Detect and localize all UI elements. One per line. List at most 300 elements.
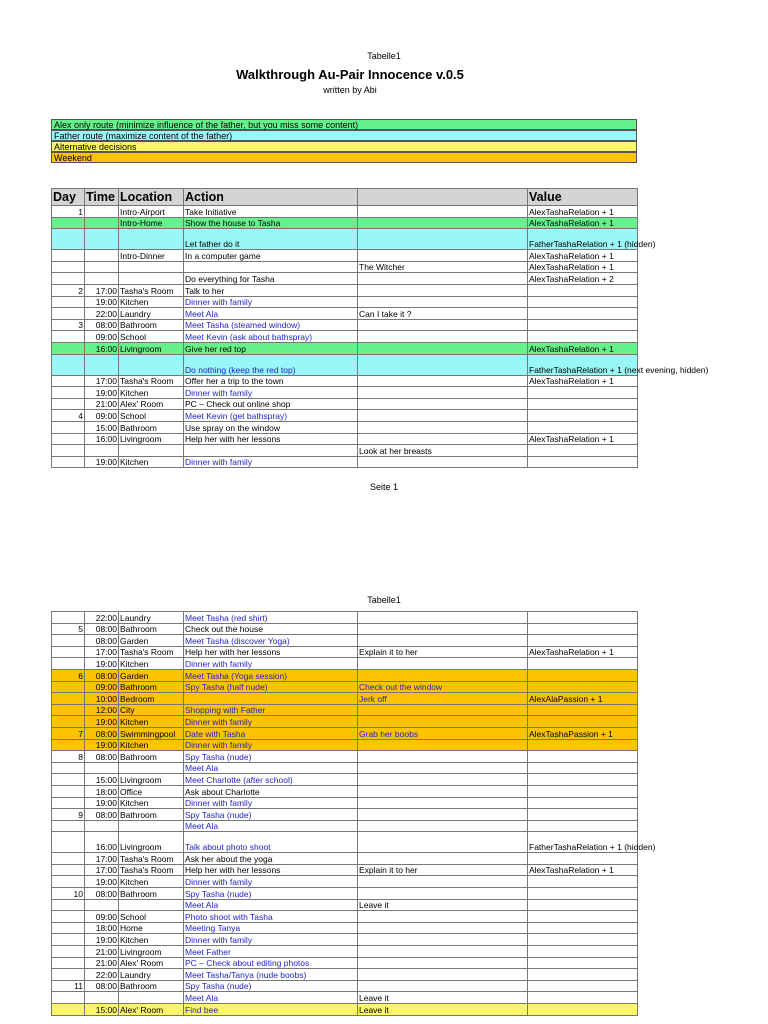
table-row [52, 762, 638, 774]
location-cell: Laundry [119, 612, 184, 624]
time-cell: 08:00 [85, 751, 119, 763]
day-cell [52, 785, 85, 797]
value-cell [528, 774, 638, 786]
header-location: Location [119, 189, 184, 206]
day-cell [52, 308, 85, 320]
day-cell [52, 899, 85, 911]
table-row [52, 284, 638, 296]
sheet-name: Tabelle1 [367, 51, 401, 61]
day-cell: 4 [52, 410, 85, 422]
location-cell [119, 762, 184, 774]
time-cell: 15:00 [85, 1004, 119, 1016]
location-cell: Intro-Airport [119, 206, 184, 218]
time-cell: 08:00 [85, 319, 119, 331]
location-cell: Tasha's Room [119, 864, 184, 876]
table-row [52, 398, 638, 410]
time-cell: 17:00 [85, 864, 119, 876]
day-cell [52, 934, 85, 946]
time-cell [85, 206, 119, 218]
table-row [52, 832, 638, 853]
alternative-cell [358, 331, 528, 343]
time-cell: 22:00 [85, 612, 119, 624]
day-cell [52, 421, 85, 433]
location-cell [119, 992, 184, 1004]
alternative-cell [358, 832, 528, 853]
value-cell [528, 853, 638, 865]
page-footer: Seite 1 [369, 482, 399, 492]
legend-alex-route: Alex only route (minimize influence of the father, but you miss some content) [51, 119, 637, 130]
value-cell [528, 398, 638, 410]
day-cell [52, 433, 85, 445]
table-row [52, 934, 638, 946]
location-cell [119, 261, 184, 273]
location-cell: Bedroom [119, 693, 184, 705]
table-row [52, 646, 638, 658]
time-cell [85, 992, 119, 1004]
value-cell [528, 296, 638, 308]
alternative-cell [358, 911, 528, 923]
walkthrough-table-1 [51, 188, 709, 468]
location-cell: Bathroom [119, 681, 184, 693]
action-cell: Ask about Charlotte [184, 785, 358, 797]
day-cell: 6 [52, 669, 85, 681]
day-cell [52, 762, 85, 774]
action-cell [184, 693, 358, 705]
action-cell: Find bee [184, 1004, 358, 1016]
time-cell: 09:00 [85, 911, 119, 923]
day-cell [52, 387, 85, 399]
location-cell: Bathroom [119, 980, 184, 992]
value-cell [528, 623, 638, 635]
time-cell: 19:00 [85, 658, 119, 670]
time-cell: 19:00 [85, 739, 119, 751]
table-row [52, 922, 638, 934]
alternative-cell: Explain it to her [358, 864, 528, 876]
time-cell: 19:00 [85, 387, 119, 399]
action-cell: In a computer game [184, 250, 358, 262]
action-cell: Ask her about the yoga [184, 853, 358, 865]
time-cell: 09:00 [85, 410, 119, 422]
time-cell: 18:00 [85, 785, 119, 797]
table-row [52, 899, 638, 911]
alternative-cell: Jerk off [358, 693, 528, 705]
value-cell [528, 704, 638, 716]
table-row [52, 785, 638, 797]
alternative-cell [358, 785, 528, 797]
value-cell [528, 284, 638, 296]
value-cell [528, 331, 638, 343]
table-row [52, 809, 638, 821]
time-cell [85, 762, 119, 774]
value-cell [528, 681, 638, 693]
value-cell: AlexTashaRelation + 1 [528, 433, 638, 445]
alternative-cell [358, 751, 528, 763]
action-cell: Photo shoot with Tasha [184, 911, 358, 923]
table-row [52, 669, 638, 681]
location-cell: Tasha's Room [119, 375, 184, 387]
header-value: Value [528, 189, 638, 206]
day-cell: 2 [52, 284, 85, 296]
table-row [52, 433, 638, 445]
day-cell [52, 797, 85, 809]
time-cell: 19:00 [85, 797, 119, 809]
alternative-cell [358, 284, 528, 296]
day-cell [52, 876, 85, 888]
location-cell [119, 229, 184, 250]
table-row [52, 716, 638, 728]
action-cell [184, 261, 358, 273]
value-cell: AlexTashaRelation + 1 [528, 217, 638, 229]
time-cell: 08:00 [85, 727, 119, 739]
value-cell: AlexTashaRelation + 1 [528, 342, 638, 354]
value-cell [528, 456, 638, 468]
day-cell [52, 911, 85, 923]
location-cell: Livingroom [119, 342, 184, 354]
alternative-cell [358, 774, 528, 786]
day-cell [52, 992, 85, 1004]
day-cell [52, 646, 85, 658]
table-row [52, 820, 638, 832]
alternative-cell [358, 704, 528, 716]
location-cell: Kitchen [119, 387, 184, 399]
value-cell [528, 669, 638, 681]
header-alternative [358, 189, 528, 206]
day-cell [52, 820, 85, 832]
value-cell [528, 992, 638, 1004]
time-cell: 19:00 [85, 456, 119, 468]
value-cell [528, 308, 638, 320]
day-cell [52, 957, 85, 969]
location-cell: Kitchen [119, 934, 184, 946]
action-cell: Spy Tasha (nude) [184, 809, 358, 821]
day-cell [52, 704, 85, 716]
walkthrough-table-2 [51, 611, 656, 1016]
location-cell: Home [119, 922, 184, 934]
table-row [52, 445, 638, 457]
action-cell: Take Initiative [184, 206, 358, 218]
action-cell: Dinner with family [184, 934, 358, 946]
location-cell [119, 820, 184, 832]
alternative-cell [358, 934, 528, 946]
alternative-cell [358, 888, 528, 900]
day-cell [52, 217, 85, 229]
day-cell [52, 612, 85, 624]
action-cell: Meet Kevin (ask about bathspray) [184, 331, 358, 343]
alternative-cell [358, 433, 528, 445]
table-row [52, 853, 638, 865]
alternative-cell [358, 342, 528, 354]
action-cell: Show the house to Tasha [184, 217, 358, 229]
day-cell [52, 354, 85, 375]
day-cell [52, 832, 85, 853]
value-cell [528, 445, 638, 457]
value-cell [528, 421, 638, 433]
action-cell: Spy Tasha (nude) [184, 980, 358, 992]
day-cell [52, 969, 85, 981]
action-cell: PC – Check about editing photos [184, 957, 358, 969]
alternative-cell: Explain it to her [358, 646, 528, 658]
table-row [52, 387, 638, 399]
day-cell [52, 774, 85, 786]
location-cell: Laundry [119, 308, 184, 320]
table-row [52, 375, 638, 387]
action-cell: Use spray on the window [184, 421, 358, 433]
action-cell: Date with Tasha [184, 727, 358, 739]
value-cell [528, 319, 638, 331]
location-cell: Kitchen [119, 876, 184, 888]
time-cell: 08:00 [85, 623, 119, 635]
value-cell: AlexAlaPassion + 1 [528, 693, 638, 705]
day-cell [52, 261, 85, 273]
action-cell: Dinner with family [184, 296, 358, 308]
time-cell: 21:00 [85, 946, 119, 958]
alternative-cell [358, 410, 528, 422]
day-cell: 9 [52, 809, 85, 821]
table-row [52, 739, 638, 751]
table-row [52, 946, 638, 958]
location-cell: Livingroom [119, 946, 184, 958]
time-cell: 19:00 [85, 934, 119, 946]
location-cell [119, 899, 184, 911]
time-cell: 16:00 [85, 433, 119, 445]
alternative-cell [358, 612, 528, 624]
table-row [52, 876, 638, 888]
day-cell [52, 635, 85, 647]
action-cell: Meet Kevin (get bathspray) [184, 410, 358, 422]
table-row [52, 250, 638, 262]
day-cell [52, 739, 85, 751]
alternative-cell [358, 296, 528, 308]
action-cell: Dinner with family [184, 387, 358, 399]
table-row [52, 261, 638, 273]
day-cell [52, 853, 85, 865]
table-row [52, 751, 638, 763]
table-row [52, 456, 638, 468]
alternative-cell [358, 229, 528, 250]
action-cell: Spy Tasha (nude) [184, 888, 358, 900]
value-cell: AlexTashaRelation + 2 [528, 273, 638, 285]
header-day: Day [52, 189, 85, 206]
time-cell: 19:00 [85, 716, 119, 728]
day-cell [52, 658, 85, 670]
action-cell: Spy Tasha (half nude) [184, 681, 358, 693]
time-cell [85, 250, 119, 262]
action-cell: Meet Tasha (Yoga session) [184, 669, 358, 681]
action-cell: Meet Tasha (steamed window) [184, 319, 358, 331]
action-cell: Do everything for Tasha [184, 273, 358, 285]
alternative-cell [358, 421, 528, 433]
day-cell [52, 681, 85, 693]
location-cell: Kitchen [119, 658, 184, 670]
value-cell [528, 876, 638, 888]
value-cell: AlexTashaRelation + 1 [528, 250, 638, 262]
action-cell: Check out the house [184, 623, 358, 635]
location-cell: Livingroom [119, 433, 184, 445]
alternative-cell [358, 398, 528, 410]
table-row [52, 354, 638, 375]
value-cell [528, 635, 638, 647]
location-cell: Laundry [119, 969, 184, 981]
action-cell: Meet Ala [184, 820, 358, 832]
location-cell: School [119, 410, 184, 422]
alternative-cell: Can I take it ? [358, 308, 528, 320]
time-cell: 22:00 [85, 308, 119, 320]
time-cell: 16:00 [85, 832, 119, 853]
time-cell: 17:00 [85, 853, 119, 865]
alternative-cell [358, 980, 528, 992]
time-cell: 17:00 [85, 375, 119, 387]
action-cell: Spy Tasha (nude) [184, 751, 358, 763]
legend-alternative: Alternative decisions [51, 141, 637, 152]
alternative-cell [358, 922, 528, 934]
table-row [52, 774, 638, 786]
time-cell [85, 354, 119, 375]
page-title: Walkthrough Au-Pair Innocence v.0.5 [236, 67, 464, 82]
value-cell [528, 751, 638, 763]
value-cell [528, 797, 638, 809]
value-cell: AlexTashaRelation + 1 [528, 864, 638, 876]
value-cell: AlexTashaRelation + 1 [528, 646, 638, 658]
table-header [52, 189, 638, 206]
action-cell: Dinner with family [184, 876, 358, 888]
action-cell: Help her with her lessons [184, 433, 358, 445]
day-cell [52, 250, 85, 262]
table-row [52, 658, 638, 670]
alternative-cell [358, 876, 528, 888]
legend-weekend: Weekend [51, 152, 637, 163]
value-cell [528, 387, 638, 399]
time-cell: 19:00 [85, 296, 119, 308]
day-cell [52, 456, 85, 468]
time-cell: 08:00 [85, 669, 119, 681]
table-row [52, 797, 638, 809]
table-row [52, 342, 638, 354]
time-cell: 10:00 [85, 693, 119, 705]
alternative-cell [358, 957, 528, 969]
day-cell [52, 922, 85, 934]
alternative-cell [358, 319, 528, 331]
location-cell: Alex' Room [119, 957, 184, 969]
table-row [52, 612, 638, 624]
day-cell [52, 716, 85, 728]
location-cell: Kitchen [119, 797, 184, 809]
location-cell: Bathroom [119, 421, 184, 433]
value-cell [528, 922, 638, 934]
value-cell [528, 957, 638, 969]
location-cell: School [119, 911, 184, 923]
location-cell: Intro-Dinner [119, 250, 184, 262]
alternative-cell: Leave it [358, 1004, 528, 1016]
alternative-cell [358, 739, 528, 751]
time-cell: 18:00 [85, 922, 119, 934]
location-cell: Alex' Room [119, 398, 184, 410]
time-cell [85, 445, 119, 457]
table-row [52, 206, 638, 218]
location-cell: Tasha's Room [119, 284, 184, 296]
day-cell [52, 1004, 85, 1016]
action-cell: Meet Ala [184, 308, 358, 320]
alternative-cell [358, 623, 528, 635]
location-cell: Kitchen [119, 296, 184, 308]
location-cell: Bathroom [119, 809, 184, 821]
alternative-cell [358, 375, 528, 387]
action-cell: Meet Ala [184, 762, 358, 774]
table-row [52, 888, 638, 900]
table-row [52, 727, 638, 739]
value-cell [528, 785, 638, 797]
location-cell: Garden [119, 669, 184, 681]
table-row [52, 308, 638, 320]
action-cell: Dinner with family [184, 716, 358, 728]
page-subtitle: written by Abi [323, 85, 377, 95]
time-cell: 08:00 [85, 809, 119, 821]
day-cell: 8 [52, 751, 85, 763]
value-cell [528, 410, 638, 422]
alternative-cell [358, 456, 528, 468]
sheet-name-page2: Tabelle1 [367, 595, 401, 605]
day-cell: 1 [52, 206, 85, 218]
table-row [52, 273, 638, 285]
alternative-cell: The Witcher [358, 261, 528, 273]
time-cell: 17:00 [85, 284, 119, 296]
location-cell: Bathroom [119, 888, 184, 900]
location-cell: Swimmingpool [119, 727, 184, 739]
day-cell: 11 [52, 980, 85, 992]
alternative-cell: Leave it [358, 992, 528, 1004]
time-cell: 21:00 [85, 398, 119, 410]
value-cell [528, 934, 638, 946]
alternative-cell: Check out the window [358, 681, 528, 693]
location-cell: Livingroom [119, 774, 184, 786]
value-cell [528, 762, 638, 774]
location-cell: Bathroom [119, 623, 184, 635]
value-cell [528, 969, 638, 981]
day-cell [52, 273, 85, 285]
alternative-cell [358, 946, 528, 958]
table-row [52, 992, 638, 1004]
action-cell: Talk about photo shoot [184, 832, 358, 853]
time-cell: 19:00 [85, 876, 119, 888]
location-cell: Bathroom [119, 751, 184, 763]
time-cell [85, 273, 119, 285]
value-cell [528, 899, 638, 911]
table-row [52, 704, 638, 716]
action-cell: Let father do it [184, 229, 358, 250]
location-cell [119, 273, 184, 285]
time-cell [85, 229, 119, 250]
time-cell [85, 261, 119, 273]
action-cell: Help her with her lessons [184, 646, 358, 658]
action-cell: Meet Ala [184, 899, 358, 911]
location-cell [119, 445, 184, 457]
table-row [52, 229, 638, 250]
action-cell: Talk to her [184, 284, 358, 296]
table-row [52, 319, 638, 331]
time-cell: 08:00 [85, 980, 119, 992]
location-cell: Tasha's Room [119, 853, 184, 865]
location-cell: Kitchen [119, 456, 184, 468]
action-cell: Dinner with family [184, 658, 358, 670]
action-cell: PC – Check out online shop [184, 398, 358, 410]
time-cell: 15:00 [85, 421, 119, 433]
header-action: Action [184, 189, 358, 206]
table-row [52, 217, 638, 229]
time-cell: 08:00 [85, 888, 119, 900]
alternative-cell: Look at her breasts [358, 445, 528, 457]
table-row [52, 623, 638, 635]
value-cell: FatherTashaRelation + 1 (hidden) [528, 229, 638, 250]
table-row [52, 681, 638, 693]
